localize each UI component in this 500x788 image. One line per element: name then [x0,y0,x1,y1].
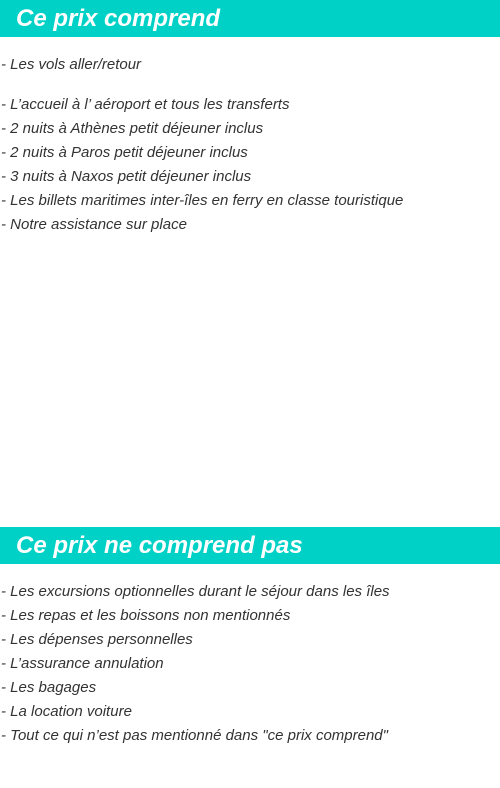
excluded-item: - La location voiture [1,703,132,720]
included-item: - 2 nuits à Paros petit déjeuner inclus [1,144,248,161]
excluded-item: - Tout ce qui n’est pas mentionné dans "ce prix comprend" [1,727,388,744]
included-section-header [0,0,500,37]
excluded-item: - L’assurance annulation [1,655,164,672]
included-item: - L’accueil à l’ aéroport et tous les transferts [1,96,290,113]
included-item: - Les vols aller/retour [1,56,142,73]
included-item: - Notre assistance sur place [1,216,187,233]
included-section-title: Ce prix comprend [16,5,221,32]
included-item: - 2 nuits à Athènes petit déjeuner inclus [1,120,264,137]
excluded-item: - Les repas et les boissons non mentionnés [1,607,291,624]
included-item: - 3 nuits à Naxos petit déjeuner inclus [1,168,252,185]
excluded-item: - Les bagages [1,679,97,696]
included-item: - Les billets maritimes inter-îles en ferry en classe touristique [1,192,404,209]
excluded-section-title: Ce prix ne comprend pas [16,532,303,559]
excluded-item: - Les dépenses personnelles [1,631,193,648]
excluded-item: - Les excursions optionnelles durant le séjour dans les îles [1,583,390,600]
excluded-section-header [0,527,500,564]
